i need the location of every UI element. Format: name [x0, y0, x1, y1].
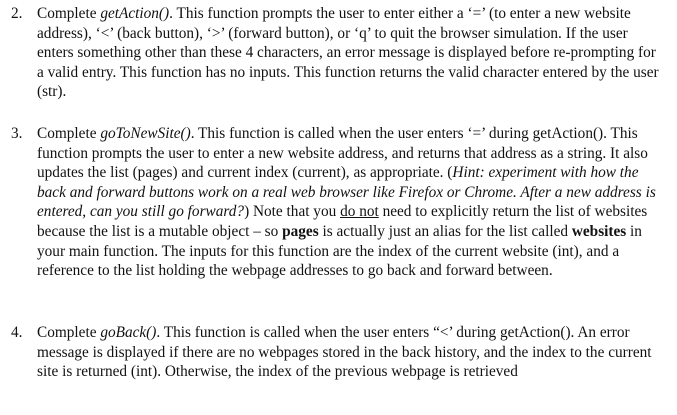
- item-text: [37, 323, 665, 382]
- underlined-text: do not: [340, 203, 379, 221]
- text-segment: in your main function. The inputs for this function are the index of the current website (int), and a reference to the list holding the webpage addresses to go back and forward between.: [37, 222, 642, 280]
- item-number: 4.: [11, 324, 23, 341]
- text-segment: . This function prompts the user to enter either a ‘=’ (to enter a new website address), ‘<’ (back button), ‘>’ (forward button), or ‘q’ to quit the browser simulation. If the user enters something other than these 4 characters, an error message is displayed before re-prompting for a valid entry. This function has no inputs. This function returns the valid character entered by the user (str).: [37, 5, 659, 101]
- bold-text: websites: [571, 222, 627, 240]
- list-item-get-action: [11, 4, 665, 102]
- bold-text: pages: [282, 222, 319, 240]
- text-segment: ) Note that you: [244, 203, 341, 221]
- text-segment: is actually just an alias for the list called: [318, 222, 572, 240]
- list-item-go-back: [11, 323, 665, 382]
- text-segment: Complete: [37, 125, 101, 142]
- item-number: 3.: [11, 125, 23, 142]
- hint-text: Hint: experiment with how the back and forward buttons work on a real web browser like Firefox or Chrome. After a new address is entered, can you still go forward?: [37, 164, 656, 221]
- function-name: getAction(): [100, 5, 170, 22]
- item-text: [37, 4, 665, 102]
- text-segment: Complete: [37, 324, 101, 341]
- text-segment: need to explicitly return the list of websites because the list is a mutable object – so: [37, 203, 648, 240]
- item-number: 2.: [11, 5, 23, 22]
- list-item-go-to-new-site: [11, 124, 665, 281]
- function-name: goBack(): [100, 324, 157, 341]
- item-text: [37, 124, 665, 281]
- text-segment: . This function is called when the user enters “<’ during getAction(). An error message is displayed if there are no webpages stored in the back history, and the index to the current site is returned (int). Otherwise, the index of the previous webpage is retrieved: [37, 324, 652, 381]
- text-segment: Complete: [37, 5, 101, 22]
- function-name: goToNewSite(): [100, 125, 191, 142]
- text-segment: . This function is called when the user enters ‘=’ during getAction(). This function prompts the user to enter a new website address, and returns that address as a string. It also updates the list (pages) and current index (current), as appropriate. (: [37, 125, 648, 182]
